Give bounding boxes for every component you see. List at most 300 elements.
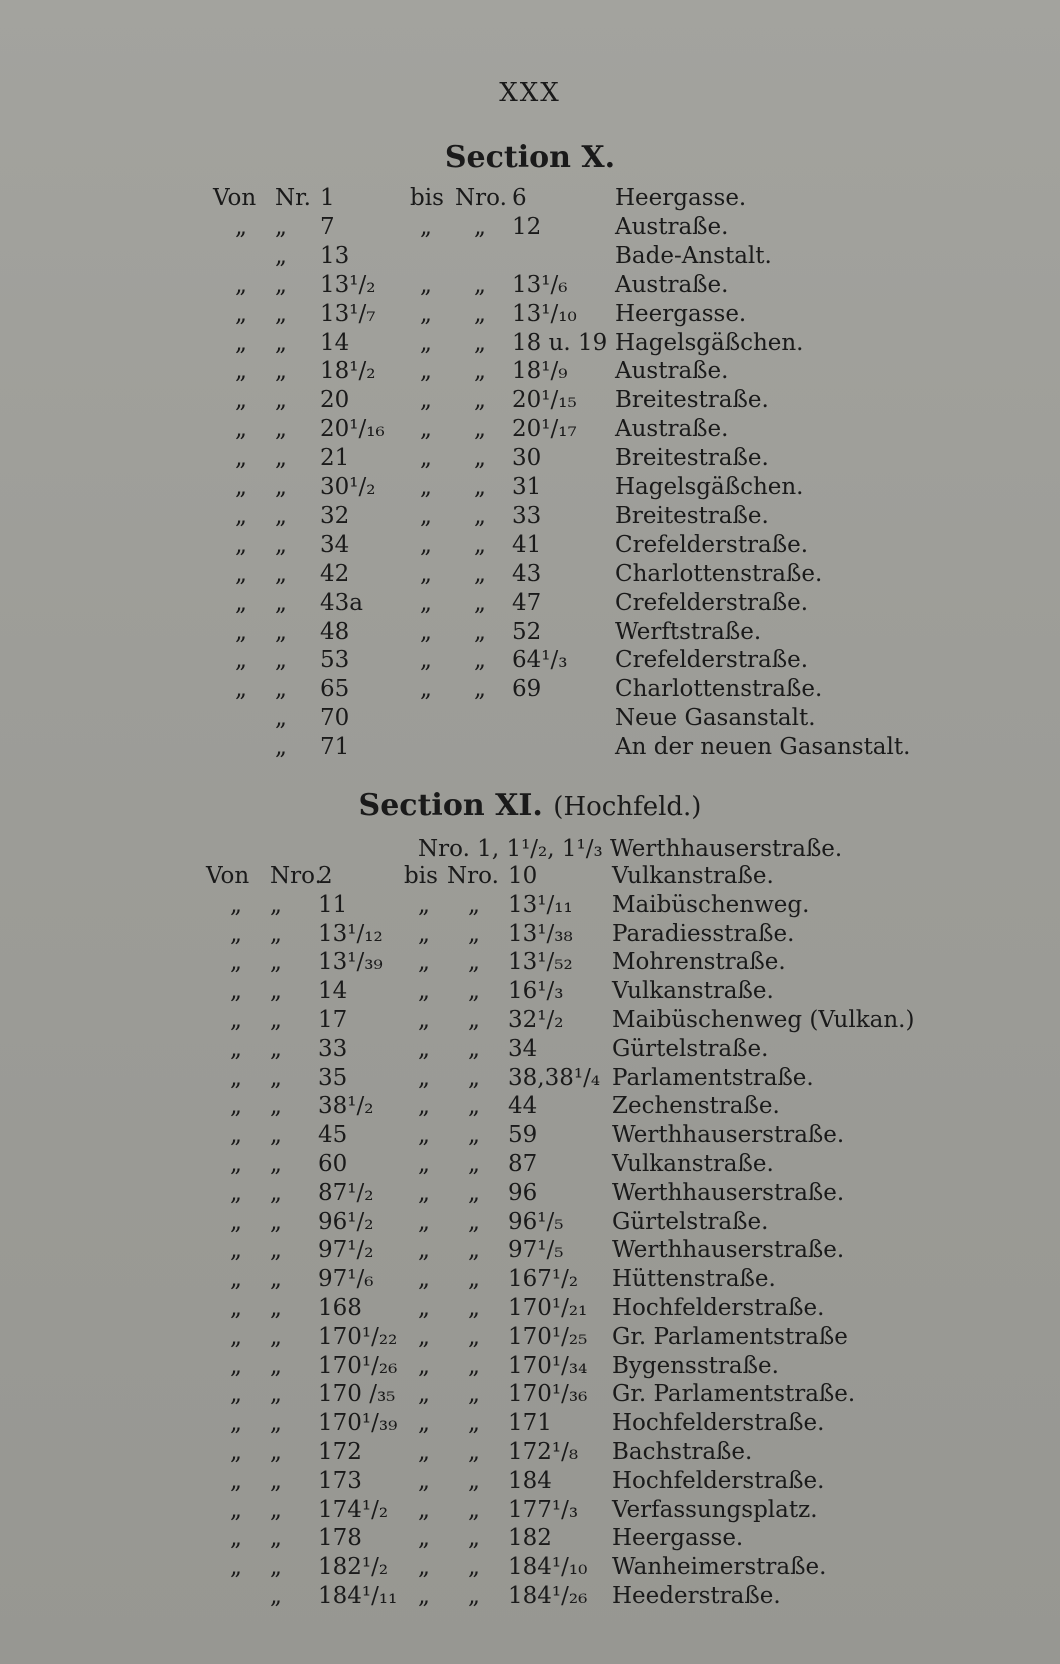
street-name: Mohrenstraße. [612, 949, 786, 976]
from-label: „ [230, 920, 242, 947]
table-row [0, 184, 1060, 212]
street-name: Hüttenstraße. [612, 1266, 776, 1293]
to-number: 87 [508, 1151, 538, 1177]
from-number: 1 [320, 185, 335, 211]
table-row [0, 733, 1060, 761]
nro-label: „ [474, 213, 486, 240]
nr-label: „ [275, 416, 287, 443]
street-name: Vulkanstraße. [612, 978, 774, 1005]
nro-label: „ [468, 949, 480, 976]
nr-label: „ [270, 1381, 282, 1408]
street-name: Wanheimerstraße. [612, 1554, 827, 1581]
from-number: 13¹/₇ [320, 300, 376, 327]
bis-label: „ [418, 1525, 430, 1552]
street-name: Neue Gasanstalt. [615, 705, 816, 732]
nr-label: „ [270, 1064, 282, 1091]
nr-label: Nro. [270, 863, 322, 889]
from-number: 48 [320, 618, 350, 645]
nr-label: „ [270, 978, 282, 1005]
table-row [0, 1323, 1060, 1351]
from-label: „ [235, 271, 247, 298]
nr-label: „ [270, 1007, 282, 1033]
from-number: 11 [318, 891, 348, 918]
street-name: Heergasse. [615, 185, 747, 211]
bis-label: „ [420, 531, 432, 558]
section-x-title-text: Section X. [444, 140, 616, 175]
to-number: 20¹/₁₅ [512, 387, 577, 414]
bis-label: „ [418, 1151, 430, 1177]
from-number: 20 [320, 387, 350, 414]
from-number: 38¹/₂ [318, 1093, 374, 1120]
table-row [0, 1380, 1060, 1408]
to-number: 182 [508, 1525, 552, 1552]
nr-label: „ [275, 358, 287, 385]
nro-label: „ [468, 1583, 480, 1609]
from-label: „ [235, 560, 247, 587]
to-number: 172¹/₈ [508, 1439, 579, 1465]
nro-label: Nro. [455, 185, 507, 211]
nr-label: „ [270, 949, 282, 976]
street-name: Austraße. [615, 416, 729, 443]
nr-label: „ [270, 1266, 282, 1293]
from-number: 21 [320, 445, 350, 472]
from-number: 30¹/₂ [320, 474, 376, 500]
from-label: „ [230, 1323, 242, 1350]
from-number: 33 [318, 1035, 348, 1062]
from-label: „ [235, 213, 247, 240]
street-name: Parlamentstraße. [612, 1064, 814, 1091]
nro-label: „ [468, 1295, 480, 1321]
nr-label: „ [275, 502, 287, 529]
table-row [0, 1236, 1060, 1264]
page-number: XXX [499, 78, 561, 108]
table-row [0, 1467, 1060, 1495]
section-xi-title-text: Section XI. [358, 788, 543, 823]
from-number: 43a [320, 589, 363, 616]
street-name: Werthhauserstraße. [612, 1179, 845, 1206]
from-number: 45 [318, 1122, 348, 1149]
nro-label: „ [474, 329, 486, 356]
street-name: Breitestraße. [615, 445, 769, 472]
bis-label: „ [418, 1323, 430, 1350]
to-number: 13¹/₆ [512, 271, 568, 298]
table-row [0, 1553, 1060, 1581]
nr-label: „ [275, 213, 287, 240]
to-number: 170¹/₂₅ [508, 1323, 588, 1350]
from-label: „ [230, 978, 242, 1005]
nr-label: „ [270, 1410, 282, 1437]
from-number: 13¹/₁₂ [318, 920, 383, 947]
nr-label: „ [275, 734, 287, 761]
from-label: „ [230, 1179, 242, 1206]
nr-label: „ [270, 1352, 282, 1379]
table-row [0, 444, 1060, 472]
table-row [0, 675, 1060, 703]
street-name: Charlottenstraße. [615, 676, 823, 703]
from-number: 20¹/₁₆ [320, 416, 385, 443]
nro-label: „ [474, 502, 486, 529]
bis-label: „ [420, 387, 432, 414]
nr-label: „ [275, 705, 287, 732]
section-xi-intro [0, 835, 1060, 863]
street-name: Crefelderstraße. [615, 531, 809, 558]
nro-label: „ [468, 1554, 480, 1581]
table-row [0, 1294, 1060, 1322]
from-label: „ [235, 416, 247, 443]
table-row [0, 1006, 1060, 1034]
table-row [0, 1121, 1060, 1149]
nr-label: „ [270, 1237, 282, 1264]
from-label: „ [230, 1151, 242, 1177]
nr-label: „ [275, 387, 287, 414]
nr-label: „ [275, 676, 287, 703]
bis-label: „ [418, 1295, 430, 1321]
street-name: Austraße. [615, 271, 729, 298]
bis-label: „ [418, 1093, 430, 1120]
table-row [0, 1092, 1060, 1120]
nr-label: „ [270, 1439, 282, 1465]
nro-label: „ [474, 358, 486, 385]
bis-label: „ [418, 1007, 430, 1033]
from-label: „ [235, 358, 247, 385]
nr-label: „ [275, 474, 287, 500]
to-number: 43 [512, 560, 542, 587]
from-number: 170 /₃₅ [318, 1381, 396, 1408]
nr-label: „ [270, 1208, 282, 1235]
table-row [0, 357, 1060, 385]
from-number: 32 [320, 502, 350, 529]
nro-label: „ [468, 920, 480, 947]
table-row [0, 977, 1060, 1005]
to-number: 18 u. 19 [512, 329, 608, 356]
bis-label: „ [420, 502, 432, 529]
table-row [0, 242, 1060, 270]
nro-label: „ [474, 531, 486, 558]
from-number: 53 [320, 647, 350, 674]
street-name: Heergasse. [615, 300, 747, 327]
from-label: „ [235, 647, 247, 674]
nro-label: „ [474, 560, 486, 587]
table-row [0, 415, 1060, 443]
to-number: 13¹/₅₂ [508, 949, 573, 976]
to-number: 32¹/₂ [508, 1007, 564, 1033]
from-label: „ [235, 474, 247, 500]
from-number: 172 [318, 1439, 362, 1465]
from-number: 13¹/₃₉ [318, 949, 383, 976]
bis-label: bis [410, 185, 444, 211]
nr-label: „ [270, 920, 282, 947]
table-row [0, 473, 1060, 501]
table-row [0, 1208, 1060, 1236]
from-label: „ [230, 1122, 242, 1149]
to-number: 170¹/₃₄ [508, 1352, 588, 1379]
from-number: 42 [320, 560, 350, 587]
nro-label: „ [474, 618, 486, 645]
bis-label: „ [418, 1496, 430, 1523]
table-row [0, 948, 1060, 976]
bis-label: „ [420, 271, 432, 298]
nr-label: „ [275, 618, 287, 645]
from-label: „ [235, 676, 247, 703]
table-row [0, 891, 1060, 919]
table-row [0, 1352, 1060, 1380]
from-label: „ [230, 1266, 242, 1293]
from-number: 96¹/₂ [318, 1208, 374, 1235]
nro-label: „ [468, 1410, 480, 1437]
from-label: „ [230, 1381, 242, 1408]
from-label: „ [230, 1093, 242, 1120]
from-number: 14 [320, 329, 350, 356]
to-number: 13¹/₁₀ [512, 300, 577, 327]
table-row [0, 589, 1060, 617]
to-number: 96 [508, 1179, 538, 1206]
nro-label: „ [474, 445, 486, 472]
bis-label: „ [418, 1266, 430, 1293]
nr-label: „ [270, 1554, 282, 1581]
nro-label: „ [474, 676, 486, 703]
nro-label: „ [468, 1352, 480, 1379]
street-name: Bade-Anstalt. [615, 242, 772, 269]
to-number: 184 [508, 1467, 552, 1494]
table-row [0, 704, 1060, 732]
bis-label: bis [404, 863, 438, 889]
from-number: 60 [318, 1151, 348, 1177]
street-name: Bachstraße. [612, 1439, 753, 1465]
table-row [0, 213, 1060, 241]
bis-label: „ [418, 1439, 430, 1465]
nr-label: „ [275, 242, 287, 269]
nr-label: „ [275, 560, 287, 587]
street-name: Hochfelderstraße. [612, 1467, 825, 1494]
to-number: 41 [512, 531, 542, 558]
from-number: 13 [320, 242, 350, 269]
to-number: 31 [512, 474, 542, 500]
from-label: „ [235, 445, 247, 472]
from-label: „ [235, 531, 247, 558]
bis-label: „ [420, 445, 432, 472]
table-row [0, 1582, 1060, 1610]
nro-label: „ [474, 647, 486, 674]
nr-label: „ [275, 329, 287, 356]
to-number: 171 [508, 1410, 552, 1437]
table-row [0, 920, 1060, 948]
street-name: Gürtelstraße. [612, 1208, 769, 1235]
from-label: „ [235, 329, 247, 356]
bis-label: „ [420, 676, 432, 703]
to-number: 16¹/₃ [508, 978, 564, 1005]
section-x-title [0, 140, 1060, 175]
to-number: 177¹/₃ [508, 1496, 579, 1523]
bis-label: „ [420, 329, 432, 356]
nr-label: „ [270, 1496, 282, 1523]
to-number: 34 [508, 1035, 538, 1062]
nro-label: „ [468, 1266, 480, 1293]
table-row [0, 1064, 1060, 1092]
from-label: „ [230, 1237, 242, 1264]
from-number: 13¹/₂ [320, 271, 376, 298]
to-number: 59 [508, 1122, 538, 1149]
to-number: 6 [512, 185, 527, 211]
section-xi-subtitle: (Hochfeld.) [553, 792, 702, 822]
bis-label: „ [418, 1237, 430, 1264]
from-label: „ [230, 1525, 242, 1552]
nr-label: „ [270, 1151, 282, 1177]
from-number: 97¹/₂ [318, 1237, 374, 1264]
from-number: 182¹/₂ [318, 1554, 389, 1581]
nro-label: „ [468, 978, 480, 1005]
bis-label: „ [418, 978, 430, 1005]
nro-label: Nro. [447, 863, 499, 889]
from-number: 170¹/₂₂ [318, 1323, 398, 1350]
nro-label: „ [468, 1323, 480, 1350]
street-name: Vulkanstraße. [612, 863, 774, 889]
nr-label: „ [270, 1122, 282, 1149]
table-row [0, 646, 1060, 674]
from-label: „ [230, 1007, 242, 1033]
street-name: Gürtelstraße. [612, 1035, 769, 1062]
nr-label: „ [270, 1093, 282, 1120]
from-label: „ [235, 618, 247, 645]
from-number: 70 [320, 705, 350, 732]
to-number: 184¹/₁₀ [508, 1554, 588, 1581]
bis-label: „ [418, 949, 430, 976]
to-number: 52 [512, 618, 542, 645]
street-name: Werthhauserstraße. [612, 1122, 845, 1149]
table-row [0, 1409, 1060, 1437]
street-name: Gr. Parlamentstraße [612, 1323, 848, 1350]
street-name: Charlottenstraße. [615, 560, 823, 587]
nro-label: „ [468, 1179, 480, 1206]
from-number: 87¹/₂ [318, 1179, 374, 1206]
table-row [0, 1035, 1060, 1063]
from-label: „ [235, 300, 247, 327]
from-number: 17 [318, 1007, 348, 1033]
street-name: Werftstraße. [615, 618, 762, 645]
to-number: 96¹/₅ [508, 1208, 564, 1235]
nro-label: „ [468, 1035, 480, 1062]
street-name: Breitestraße. [615, 502, 769, 529]
street-name: Breitestraße. [615, 387, 769, 414]
table-row [0, 502, 1060, 530]
bis-label: „ [418, 1035, 430, 1062]
to-number: 30 [512, 445, 542, 472]
nro-label: „ [468, 1496, 480, 1523]
nro-label: „ [474, 300, 486, 327]
from-label: Von [213, 185, 257, 211]
nr-label: „ [270, 1583, 282, 1609]
bis-label: „ [418, 1352, 430, 1379]
bis-label: „ [418, 891, 430, 918]
to-number: 64¹/₃ [512, 647, 568, 674]
bis-label: „ [418, 1179, 430, 1206]
to-number: 47 [512, 589, 542, 616]
nro-label: „ [474, 271, 486, 298]
bis-label: „ [420, 213, 432, 240]
nro-label: „ [468, 1439, 480, 1465]
from-number: 178 [318, 1525, 362, 1552]
street-name: An der neuen Gasanstalt. [615, 734, 911, 761]
table-row [0, 329, 1060, 357]
nr-label: „ [270, 1467, 282, 1494]
nro-label: „ [468, 1064, 480, 1091]
to-number: 12 [512, 213, 542, 240]
bis-label: „ [420, 358, 432, 385]
street-name: Vulkanstraße. [612, 1151, 774, 1177]
street-name: Crefelderstraße. [615, 647, 809, 674]
nro-label: „ [468, 1007, 480, 1033]
from-number: 7 [320, 213, 335, 240]
bis-label: „ [420, 647, 432, 674]
bis-label: „ [420, 589, 432, 616]
from-number: 35 [318, 1064, 348, 1091]
bis-label: „ [418, 1554, 430, 1581]
street-name: Maibüschenweg. [612, 891, 810, 918]
nr-label: „ [275, 300, 287, 327]
nro-label: „ [468, 1122, 480, 1149]
from-number: 170¹/₃₉ [318, 1410, 398, 1437]
bis-label: „ [418, 1410, 430, 1437]
from-number: 14 [318, 978, 348, 1005]
street-name: Heergasse. [612, 1525, 744, 1552]
from-label: „ [235, 589, 247, 616]
bis-label: „ [418, 1381, 430, 1408]
to-number: 170¹/₃₆ [508, 1381, 588, 1408]
table-row [0, 862, 1060, 890]
from-label: „ [230, 1208, 242, 1235]
from-number: 34 [320, 531, 350, 558]
from-label: „ [230, 1064, 242, 1091]
to-number: 18¹/₉ [512, 358, 568, 385]
nro-label: „ [474, 416, 486, 443]
from-number: 174¹/₂ [318, 1496, 389, 1523]
from-number: 97¹/₆ [318, 1266, 374, 1293]
nro-label: „ [468, 891, 480, 918]
to-number: 170¹/₂₁ [508, 1295, 588, 1321]
street-name: Hagelsgäßchen. [615, 474, 804, 500]
street-name: Hagelsgäßchen. [615, 329, 804, 356]
bis-label: „ [420, 618, 432, 645]
bis-label: „ [420, 474, 432, 500]
nro-label: „ [468, 1467, 480, 1494]
street-name: Verfassungsplatz. [612, 1496, 818, 1523]
nr-label: Nr. [275, 185, 311, 211]
table-row [0, 1496, 1060, 1524]
to-number: 20¹/₁₇ [512, 416, 577, 443]
nro-label: „ [468, 1093, 480, 1120]
nro-label: „ [468, 1151, 480, 1177]
from-number: 71 [320, 734, 350, 761]
table-row [0, 531, 1060, 559]
to-number: 44 [508, 1093, 538, 1120]
bis-label: „ [418, 1064, 430, 1091]
street-name: Paradiesstraße. [612, 920, 795, 947]
from-label: „ [230, 1467, 242, 1494]
from-label: „ [230, 891, 242, 918]
table-row [0, 1438, 1060, 1466]
from-label: „ [230, 1439, 242, 1465]
street-name: Hochfelderstraße. [612, 1295, 825, 1321]
street-name: Austraße. [615, 358, 729, 385]
bis-label: „ [418, 1583, 430, 1609]
to-number: 33 [512, 502, 542, 529]
table-row [0, 1150, 1060, 1178]
from-label: „ [235, 387, 247, 414]
from-number: 65 [320, 676, 350, 703]
nro-label: „ [468, 1208, 480, 1235]
bis-label: „ [420, 300, 432, 327]
intro-text: Nro. 1, 1¹/₂, 1¹/₃ Werthhauserstraße. [418, 836, 843, 862]
table-row [0, 271, 1060, 299]
